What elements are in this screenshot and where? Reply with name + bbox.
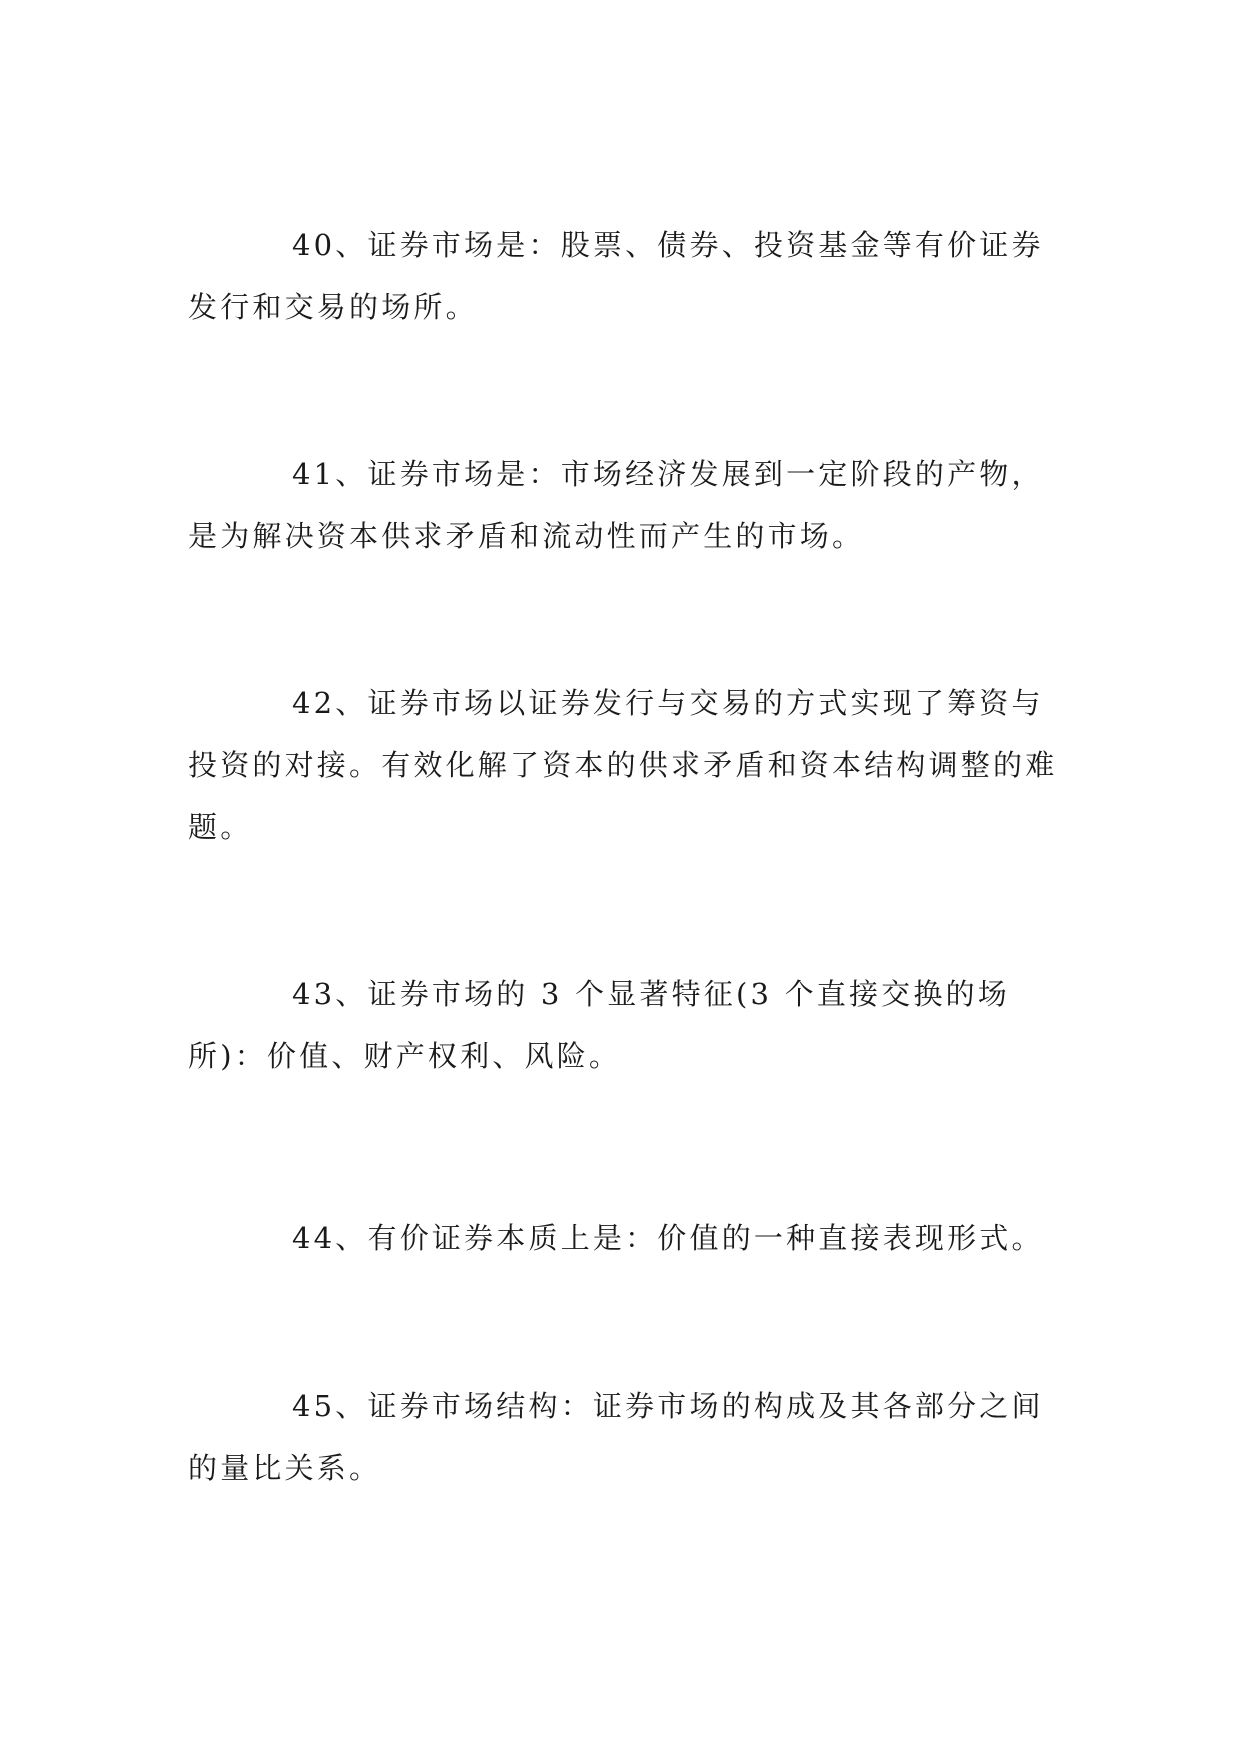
paragraph-41: 41、证券市场是：市场经济发展到一定阶段的产物，是为解决资本供求矛盾和流动性而产生的市场。 — [188, 457, 1044, 553]
paragraph-43: 43、证券市场的 3 个显著特征(3 个直接交换的场所)：价值、财产权利、风险。 — [188, 977, 1010, 1073]
paragraph-40: 40、证券市场是：股票、债券、投资基金等有价证券发行和交易的场所。 — [188, 228, 1044, 324]
paragraph-45: 45、证券市场结构：证券市场的构成及其各部分之间的量比关系。 — [188, 1389, 1044, 1485]
paragraph-42: 42、证券市场以证券发行与交易的方式实现了筹资与投资的对接。有效化解了资本的供求矛盾和资本结构调整的难题。 — [188, 686, 1058, 844]
paragraph-44: 44、有价证券本质上是：价值的一种直接表现形式。 — [292, 1221, 1044, 1255]
